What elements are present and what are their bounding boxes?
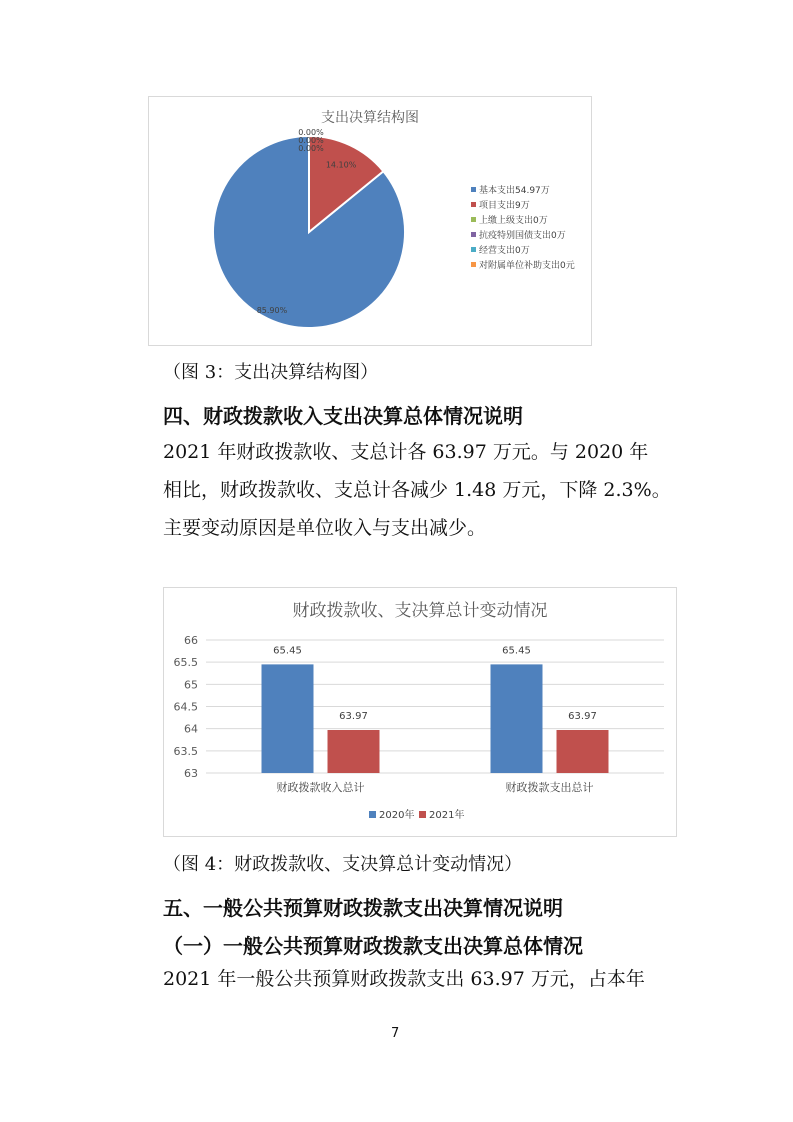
y-tick-label: 63.5	[173, 744, 198, 758]
paragraph-line: 2021 年财政拨款收、支总计各 63.97 万元。与 2020 年	[163, 441, 649, 463]
legend-entry: 2021年	[429, 810, 465, 821]
legend-swatch	[471, 247, 476, 252]
bar-value-label: 65.45	[273, 645, 302, 657]
paragraph-line: 相比，财政拨款收、支总计各减少 1.48 万元，下降 2.3%。	[163, 479, 671, 501]
paragraph-line: 主要变动原因是单位收入与支出减少。	[163, 517, 487, 539]
legend-swatch	[471, 217, 476, 222]
bar-value-label: 65.45	[502, 645, 531, 657]
legend-swatch	[471, 187, 476, 192]
bar	[491, 664, 543, 773]
pie-chart-frame	[148, 96, 592, 346]
bar	[262, 664, 314, 773]
pie-data-label: 0.00%	[298, 144, 324, 153]
bar-value-label: 63.97	[568, 710, 597, 722]
legend-entry: 抗疫特别国债支出0万	[479, 231, 566, 241]
pie-chart-title: 支出决算结构图	[321, 110, 419, 126]
section-5-heading: 五、一般公共预算财政拨款支出决算情况说明	[163, 896, 563, 920]
pie-data-label: 14.10%	[325, 160, 357, 170]
y-tick-label: 64.5	[173, 700, 198, 714]
section-4-heading: 四、财政拨款收入支出决算总体情况说明	[163, 404, 523, 428]
pie-data-label: 85.90%	[256, 306, 288, 316]
legend-entry: 项目支出9万	[479, 201, 530, 211]
legend-swatch	[419, 811, 426, 818]
pie-data-label: 0.00%	[298, 136, 324, 145]
y-tick-label: 64	[184, 722, 198, 736]
legend-swatch	[471, 202, 476, 207]
section-4-paragraph	[163, 433, 683, 547]
bar-chart-frame	[163, 587, 677, 837]
y-tick-label: 65.5	[173, 656, 198, 670]
figure-3-caption: （图 3：支出决算结构图）	[163, 362, 379, 383]
legend-entry: 基本支出54.97万	[479, 186, 550, 196]
page-number: 7	[391, 1026, 400, 1041]
section-5-paragraph: 2021 年一般公共预算财政拨款支出 63.97 万元，占本年	[163, 968, 645, 990]
y-tick-label: 65	[184, 678, 198, 692]
legend-entry: 2020年	[379, 810, 415, 821]
bar-chart-title: 财政拨款收、支决算总计变动情况	[292, 601, 548, 621]
x-category-label: 财政拨款收入总计	[276, 781, 365, 794]
legend-entry: 上缴上级支出0万	[479, 216, 548, 226]
pie-data-label: 0.00%	[298, 128, 324, 137]
legend-entry: 对附属单位补助支出0元	[479, 261, 575, 271]
legend-entry: 经营支出0万	[479, 246, 530, 256]
figure-4-caption: （图 4：财政拨款收、支决算总计变动情况）	[163, 854, 523, 875]
legend-swatch	[369, 811, 376, 818]
legend-swatch	[471, 232, 476, 237]
pie-chart	[149, 97, 591, 345]
bar-value-label: 63.97	[339, 710, 368, 722]
bar-chart	[164, 588, 676, 836]
section-5-subheading: （一）一般公共预算财政拨款支出决算总体情况	[163, 934, 583, 958]
bar	[328, 730, 380, 773]
x-category-label: 财政拨款支出总计	[505, 781, 594, 794]
legend-swatch	[471, 262, 476, 267]
y-tick-label: 63	[184, 767, 198, 780]
bar	[557, 730, 609, 773]
y-tick-label: 66	[184, 634, 198, 647]
